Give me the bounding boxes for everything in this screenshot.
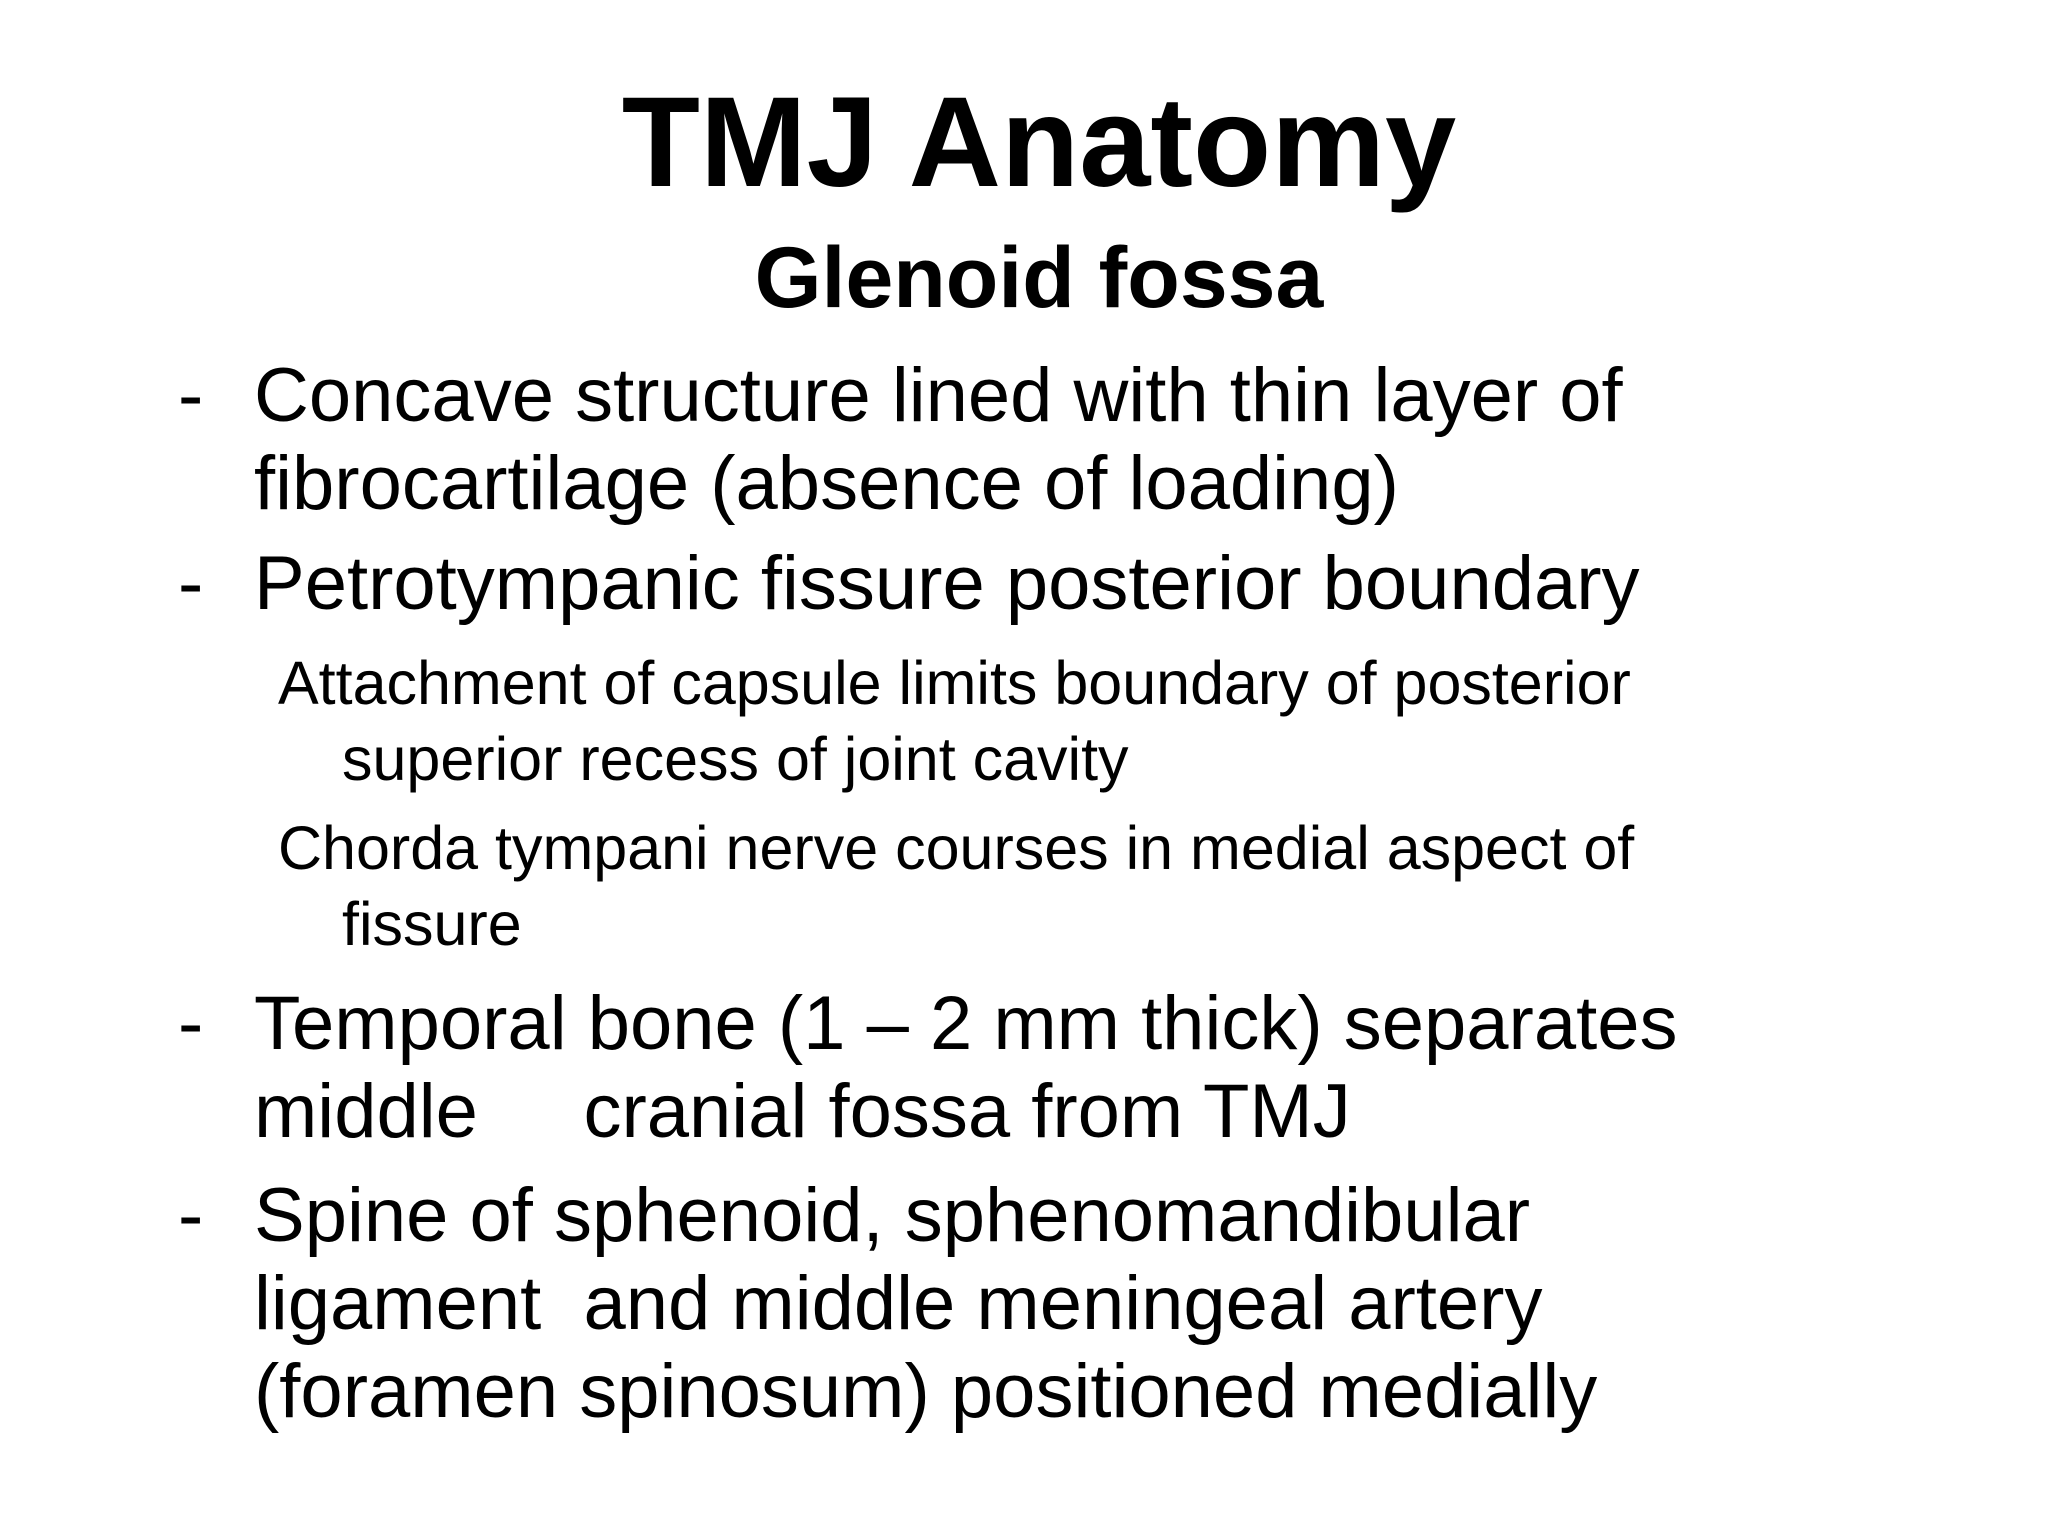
bullet-text (254, 352, 1934, 528)
sub-item (278, 645, 1978, 797)
bullet-line: ligament and middle meningeal artery (254, 1261, 1543, 1346)
sub-line: fissure (342, 890, 522, 958)
sub-line: Chorda tympani nerve courses in medial aspect of (278, 814, 1635, 882)
bullet-dash: - (178, 1173, 204, 1258)
bullet-text (254, 1172, 1934, 1436)
bullet-line: middle cranial fossa from TMJ (254, 1069, 1351, 1154)
bullet-dash: - (178, 981, 204, 1066)
bullet-line: fibrocartilage (absence of loading) (254, 441, 1399, 526)
bullet-text (254, 540, 1934, 628)
bullet-line: (foramen spinosum) positioned medially (254, 1349, 1598, 1434)
bullet-line: Petrotympanic fissure posterior boundary (254, 541, 1640, 626)
slide-subtitle: Glenoid fossa (754, 230, 1324, 326)
sub-line: superior recess of joint cavity (342, 725, 1129, 793)
sub-line: Attachment of capsule limits boundary of posterior (278, 649, 1631, 717)
bullet-dash: - (178, 353, 204, 438)
sub-item (278, 810, 1978, 962)
bullet-text (254, 980, 1934, 1156)
bullet-line: Spine of sphenoid, sphenomandibular (254, 1173, 1531, 1258)
bullet-line: Temporal bone (1 – 2 mm thick) separates (254, 981, 1678, 1066)
slide-title: TMJ Anatomy (621, 71, 1457, 214)
bullet-line: Concave structure lined with thin layer of (254, 353, 1623, 438)
bullet-dash: - (178, 541, 204, 626)
